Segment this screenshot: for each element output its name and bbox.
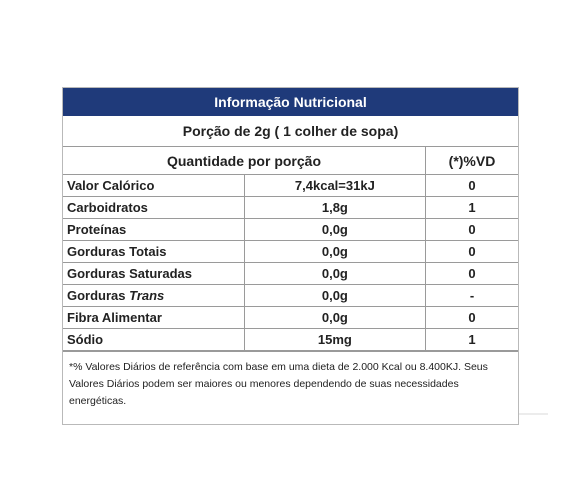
table-title: Informação Nutricional [63,88,518,116]
nutrient-quantity: 0,0g [244,263,425,285]
nutrient-daily-value: 0 [426,241,519,263]
nutrient-quantity: 0,0g [244,241,425,263]
nutrition-facts-table [62,87,519,425]
nutrient-name [63,219,244,241]
nutrient-row [63,263,518,285]
nutrient-name-text: Carboidratos [67,200,148,215]
nutrient-row [63,175,518,197]
nutrient-name-text: Gorduras Saturadas [67,266,192,281]
footnote: *% Valores Diários de referência com base em uma dieta de 2.000 Kcal ou 8.400KJ. Seus Valores Diários podem ser maiores ou menores dependendo de suas necessidades energéticas. [63,351,518,424]
nutrient-table [63,147,518,351]
nutrient-name [63,307,244,329]
nutrient-daily-value: 0 [426,263,519,285]
nutrient-row [63,329,518,351]
serving-size: Porção de 2g ( 1 colher de sopa) [63,116,518,147]
table-header-row [63,147,518,175]
nutrient-name [63,197,244,219]
nutrient-name-text: Fibra Alimentar [67,310,162,325]
quantity-header: Quantidade por porção [63,147,426,175]
nutrient-daily-value: 0 [426,219,519,241]
nutrient-quantity: 0,0g [244,307,425,329]
nutrient-row [63,219,518,241]
nutrient-name-text: Gorduras Totais [67,244,167,259]
nutrient-name [63,175,244,197]
nutrient-name-text: Proteínas [67,222,127,237]
nutrient-daily-value: 0 [426,307,519,329]
nutrient-row [63,197,518,219]
nutrient-quantity: 1,8g [244,197,425,219]
nutrient-name-text: Sódio [67,332,104,347]
nutrient-quantity: 0,0g [244,219,425,241]
nutrient-name [63,241,244,263]
nutrient-name-italic: Trans [129,288,165,303]
nutrient-row [63,307,518,329]
nutrient-quantity: 7,4kcal=31kJ [244,175,425,197]
nutrient-quantity: 0,0g [244,285,425,307]
nutrient-name [63,263,244,285]
nutrient-name [63,285,244,307]
nutrient-rows [63,175,518,351]
nutrient-daily-value: - [426,285,519,307]
nutrient-daily-value: 1 [426,329,519,351]
nutrient-daily-value: 1 [426,197,519,219]
nutrient-quantity: 15mg [244,329,425,351]
nutrient-name-text: Valor Calórico [67,178,155,193]
vd-header: (*)%VD [426,147,519,175]
nutrient-row [63,241,518,263]
nutrient-daily-value: 0 [426,175,519,197]
nutrient-name [63,329,244,351]
nutrient-row [63,285,518,307]
nutrient-name-text: Gorduras [67,288,130,303]
